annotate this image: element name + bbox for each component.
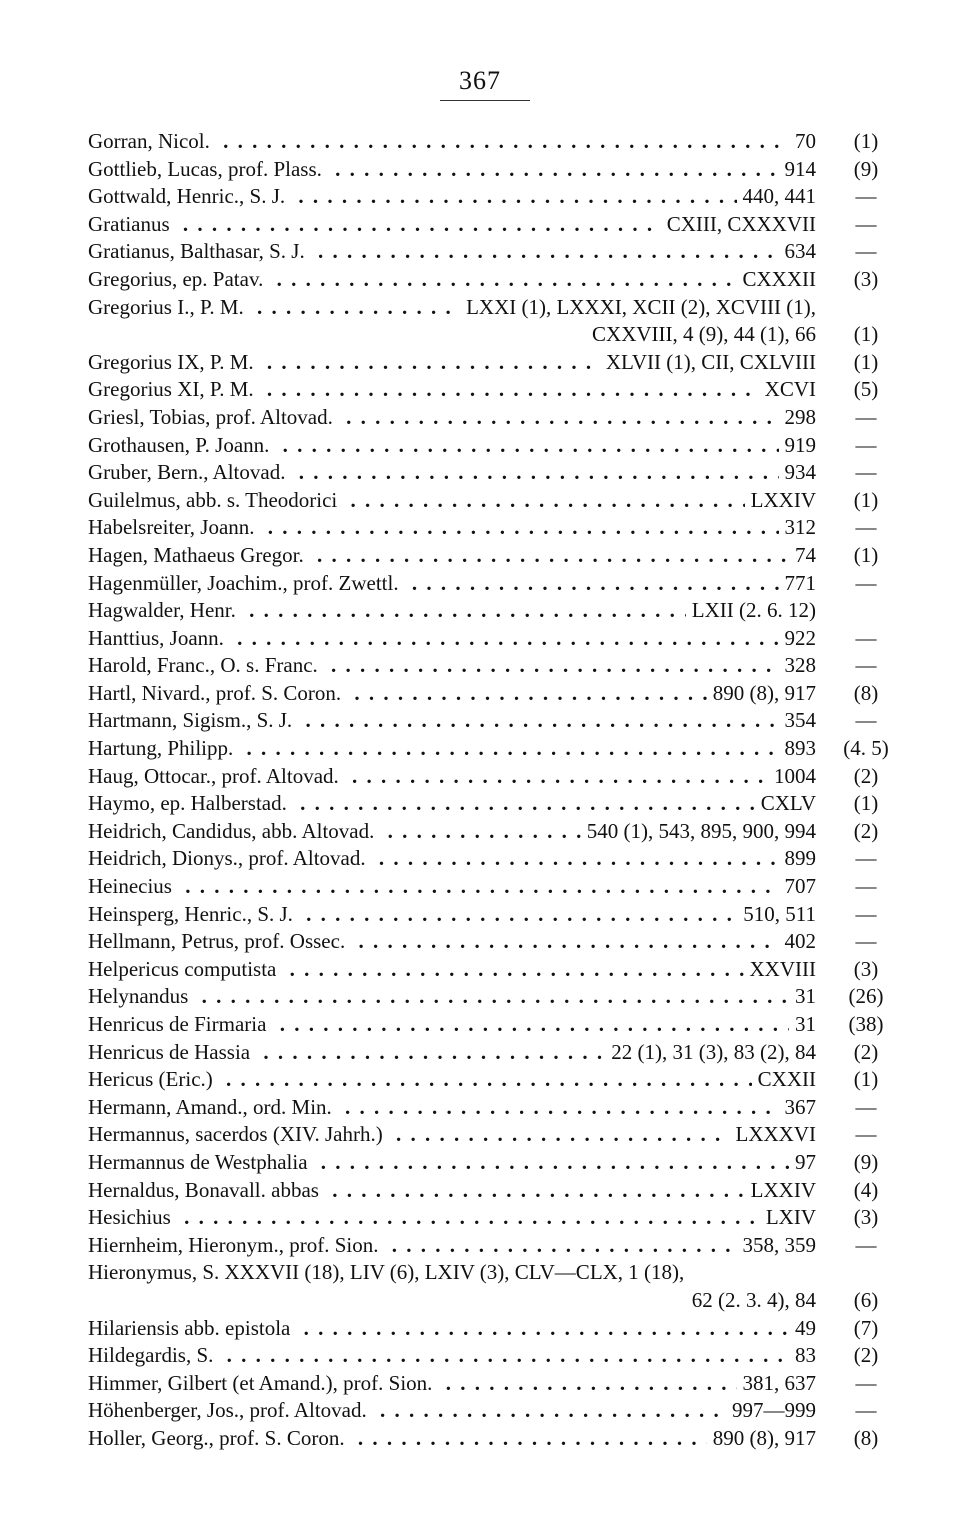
- entry-note: —: [855, 929, 877, 954]
- entry-name: Guilelmus, abb. s. Theodorici: [88, 488, 343, 512]
- entry-name: Hanttius, Joann.: [88, 626, 230, 650]
- entry-note: (2): [853, 763, 879, 788]
- entry-page-refs: CXXXII: [737, 266, 817, 294]
- entry-name-line: [88, 1397, 816, 1425]
- entry-page-refs: 70: [789, 128, 816, 156]
- entry-page-refs: 381, 637: [737, 1370, 817, 1398]
- index-entry: [0, 432, 960, 460]
- entry-page-refs: 890 (8), 917: [707, 680, 816, 708]
- entry-page-refs: 298: [779, 404, 817, 432]
- index-entry: [0, 1177, 960, 1205]
- entry-note: —: [855, 846, 877, 871]
- index-entry: [0, 570, 960, 598]
- entry-name-line: [88, 266, 816, 294]
- entry-name: Hagwalder, Henr.: [88, 598, 242, 622]
- entry-name-line: [88, 735, 816, 763]
- index-entry: [0, 266, 960, 294]
- entry-name-line: [88, 459, 816, 487]
- entry-note: (26): [848, 984, 884, 1009]
- index-entry: [0, 1232, 960, 1260]
- index-entry: [0, 1425, 960, 1453]
- entry-page-refs: 510, 511: [737, 901, 816, 929]
- entry-note: (7): [853, 1315, 879, 1340]
- entry-note: —: [855, 1122, 877, 1147]
- entry-page-refs: XLVII (1), CII, CXLVIII: [600, 349, 816, 377]
- entry-name: Gratianus: [88, 212, 176, 236]
- entry-note: —: [855, 1094, 877, 1119]
- entry-name: Hermannus, sacerdos (XIV. Jahrh.): [88, 1122, 389, 1146]
- index-entry: [0, 294, 960, 322]
- entry-name: Gottlieb, Lucas, prof. Plass.: [88, 157, 328, 181]
- entry-name: Holler, Georg., prof. S. Coron.: [88, 1426, 351, 1450]
- entry-note: (1): [853, 129, 879, 153]
- index-entry: [0, 376, 960, 404]
- entry-name: Himmer, Gilbert (et Amand.), prof. Sion.: [88, 1371, 438, 1395]
- entry-name: Gorran, Nicol.: [88, 129, 216, 153]
- index-entry: [0, 183, 960, 211]
- entry-name: Gregorius XI, P. M.: [88, 377, 260, 401]
- entry-note: (9): [853, 1149, 879, 1174]
- entry-page-refs: LXIV: [760, 1204, 816, 1232]
- entry-name-line: [88, 1204, 816, 1232]
- entry-name: Habelsreiter, Joann.: [88, 515, 261, 539]
- entry-page-refs: 62 (2. 3. 4), 84: [686, 1287, 816, 1315]
- entry-name-line: [88, 1011, 816, 1039]
- entry-note: (6): [853, 1287, 879, 1312]
- entry-name-line: [88, 128, 816, 156]
- entry-name-line: [88, 376, 816, 404]
- entry-name-line: [88, 983, 816, 1011]
- entry-name: Harold, Franc., O. s. Franc.: [88, 653, 324, 677]
- entry-page-refs: CXXII: [752, 1066, 816, 1094]
- entry-name: [88, 1288, 94, 1312]
- entry-name-line: [88, 790, 816, 818]
- entry-name-line: [88, 625, 816, 653]
- header-rule: [440, 100, 530, 101]
- entry-page-refs: 31: [789, 1011, 816, 1039]
- index-entry: [0, 514, 960, 542]
- entry-name-line: [88, 1370, 816, 1398]
- entry-note: (5): [853, 377, 879, 402]
- entry-page-refs: 934: [779, 459, 817, 487]
- entry-name: Haymo, ep. Halberstad.: [88, 791, 293, 815]
- index-entry: [0, 1039, 960, 1067]
- index-entry: [0, 211, 960, 239]
- entry-note: —: [855, 570, 877, 595]
- entry-name: Heidrich, Candidus, abb. Altovad.: [88, 819, 380, 843]
- entry-name: Hermann, Amand., ord. Min.: [88, 1095, 338, 1119]
- entry-page-refs: 49: [789, 1315, 816, 1343]
- entry-page-refs: 634: [779, 238, 817, 266]
- entry-note: —: [855, 874, 877, 899]
- entry-page-refs: 402: [779, 928, 817, 956]
- index-entry: [0, 238, 960, 266]
- entry-name: Henricus de Firmaria: [88, 1012, 272, 1036]
- entry-name: Heidrich, Dionys., prof. Altovad.: [88, 846, 372, 870]
- entry-page-refs: 540 (1), 543, 895, 900, 994: [581, 818, 816, 846]
- index-entry: [0, 404, 960, 432]
- entry-name-line: [88, 1149, 816, 1177]
- index-entry: [0, 128, 960, 156]
- entry-name: Gottwald, Henric., S. J.: [88, 184, 291, 208]
- entry-note: —: [855, 625, 877, 650]
- entry-name: Hieronymus, S. XXXVII (18), LIV (6), LXIV (3), CLV—CLX, 1 (18),: [88, 1260, 690, 1284]
- entry-note: —: [855, 1370, 877, 1395]
- entry-name: Haug, Ottocar., prof. Altovad.: [88, 764, 345, 788]
- index-entry: [0, 1066, 960, 1094]
- index-entry: [0, 597, 960, 625]
- index-entry: [0, 1315, 960, 1343]
- entry-name-line: [88, 238, 816, 266]
- entry-note: —: [855, 184, 877, 209]
- entry-note: —: [855, 901, 877, 926]
- entry-name-line: [88, 542, 816, 570]
- entry-name: Hernaldus, Bonavall. abbas: [88, 1178, 325, 1202]
- entry-name: Gregorius, ep. Patav.: [88, 267, 269, 291]
- entry-note: —: [855, 432, 877, 457]
- entry-name-line: [88, 487, 816, 515]
- page-number: 367: [459, 66, 501, 95]
- entry-note: —: [855, 1232, 877, 1257]
- entry-name: Hellmann, Petrus, prof. Ossec.: [88, 929, 351, 953]
- entry-page-refs: 312: [779, 514, 817, 542]
- entry-name-line: [88, 928, 816, 956]
- entry-name-line: [88, 1177, 816, 1205]
- index-entry: [0, 487, 960, 515]
- entry-page-refs: 914: [779, 156, 817, 184]
- entry-page-refs: LXXI (1), LXXXI, XCII (2), XCVIII (1),: [460, 294, 816, 322]
- index-entry: [0, 1094, 960, 1122]
- entry-name: Gregorius IX, P. M.: [88, 350, 260, 374]
- index-entry: [0, 1149, 960, 1177]
- entry-note: (2): [853, 818, 879, 843]
- index-entry: [0, 1121, 960, 1149]
- index-entry: [0, 321, 960, 349]
- entry-name-line: [88, 1121, 816, 1149]
- entry-page-refs: 1004: [768, 763, 816, 791]
- entry-page-refs: 919: [779, 432, 817, 460]
- entry-note: (1): [853, 542, 879, 567]
- index-entry: [0, 818, 960, 846]
- entry-name: Heinsperg, Henric., S. J.: [88, 902, 299, 926]
- index-entry: [0, 680, 960, 708]
- entry-note: (2): [853, 1343, 879, 1368]
- entry-note: (1): [853, 791, 879, 816]
- entry-page-refs: LXII (2. 6. 12): [686, 597, 816, 625]
- entry-page-refs: 358, 359: [737, 1232, 817, 1260]
- index-entry: [0, 956, 960, 984]
- entry-name: Heinecius: [88, 874, 178, 898]
- index-entry: [0, 1011, 960, 1039]
- index-entry: [0, 735, 960, 763]
- entry-note: —: [855, 1398, 877, 1423]
- entry-note: (8): [853, 680, 879, 705]
- index-entry: [0, 873, 960, 901]
- entry-name: Hiernheim, Hieronym., prof. Sion.: [88, 1233, 384, 1257]
- entry-page-refs: LXXIV: [745, 1177, 816, 1205]
- entry-name: Grothausen, P. Joann.: [88, 433, 275, 457]
- entry-name-line: [88, 432, 816, 460]
- entry-name: Hartmann, Sigism., S. J.: [88, 708, 298, 732]
- entry-page-refs: LXXIV: [745, 487, 816, 515]
- index-entry: [0, 1342, 960, 1370]
- entry-note: (3): [853, 266, 879, 291]
- index-entry: [0, 459, 960, 487]
- entry-name: Hildegardis, S.: [88, 1343, 219, 1367]
- entry-note: —: [855, 515, 877, 540]
- entry-page-refs: 367: [779, 1094, 817, 1122]
- entry-page-refs: 707: [779, 873, 817, 901]
- entry-page-refs: 440, 441: [737, 183, 817, 211]
- entry-name: Hermannus de Westphalia: [88, 1150, 314, 1174]
- entry-note: (1): [853, 1067, 879, 1092]
- entry-page-refs: 74: [789, 542, 816, 570]
- entry-name-line: [88, 570, 816, 598]
- entry-name-line: [88, 156, 816, 184]
- entry-name-line: [88, 901, 816, 929]
- entry-note: —: [855, 211, 877, 236]
- entry-name: [88, 322, 94, 346]
- entry-name: Hartl, Nivard., prof. S. Coron.: [88, 681, 347, 705]
- entry-name-line: [88, 873, 816, 901]
- entry-note: (1): [853, 349, 879, 374]
- entry-page-refs: 328: [779, 652, 817, 680]
- entry-name: Hartung, Philipp.: [88, 736, 239, 760]
- entry-note: (9): [853, 156, 879, 181]
- index-entry: [0, 652, 960, 680]
- entry-note: —: [855, 653, 877, 678]
- entry-name-line: [88, 763, 816, 791]
- entry-name-line: [88, 1232, 816, 1260]
- index-entry: [0, 1370, 960, 1398]
- index-entry: [0, 983, 960, 1011]
- index-entry: [0, 790, 960, 818]
- entry-page-refs: 22 (1), 31 (3), 83 (2), 84: [605, 1039, 816, 1067]
- entry-name-line: [88, 1066, 816, 1094]
- entry-name-line: [88, 707, 816, 735]
- index-entry: [0, 1287, 960, 1315]
- entry-note: —: [855, 708, 877, 733]
- entry-name: Helynandus: [88, 984, 194, 1008]
- entry-name-line: [88, 1315, 816, 1343]
- entry-note: —: [855, 404, 877, 429]
- entry-page-refs: 890 (8), 917: [707, 1425, 816, 1453]
- index-entry: [0, 928, 960, 956]
- index-entry: [0, 901, 960, 929]
- index-list: [0, 128, 960, 1453]
- entry-page-refs: LXXXVI: [730, 1121, 816, 1149]
- entry-name: Gregorius I., P. M.: [88, 295, 250, 319]
- entry-page-refs: 97: [789, 1149, 816, 1177]
- entry-page-refs: XCVI: [759, 376, 816, 404]
- entry-note: (4. 5): [843, 736, 889, 761]
- entry-name: Hagen, Mathaeus Gregor.: [88, 543, 310, 567]
- entry-name: Hagenmüller, Joachim., prof. Zwettl.: [88, 571, 405, 595]
- entry-name-line: [88, 652, 816, 680]
- index-entry: [0, 625, 960, 653]
- index-entry: [0, 542, 960, 570]
- entry-name: Hericus (Eric.): [88, 1067, 219, 1091]
- index-entry: [0, 349, 960, 377]
- entry-note: (1): [853, 487, 879, 512]
- entry-name-line: [88, 845, 816, 873]
- entry-page-refs: 997—999: [726, 1397, 816, 1425]
- entry-note: (8): [853, 1425, 879, 1450]
- index-entry: [0, 1204, 960, 1232]
- entry-note: —: [855, 460, 877, 485]
- entry-name: Gruber, Bern., Altovad.: [88, 460, 291, 484]
- entry-page-refs: 899: [779, 845, 817, 873]
- entry-note: (38): [848, 1012, 884, 1036]
- index-entry: [0, 1259, 960, 1287]
- entry-note: (3): [853, 956, 879, 981]
- entry-name-line: [88, 1094, 816, 1122]
- entry-page-refs: 771: [779, 570, 817, 598]
- entry-name: Helpericus computista: [88, 957, 282, 981]
- entry-page-refs: CXLV: [755, 790, 816, 818]
- entry-page-refs: 893: [779, 735, 817, 763]
- entry-name: Hesichius: [88, 1205, 177, 1229]
- entry-page-refs: CXIII, CXXXVII: [661, 211, 816, 239]
- entry-name-line: [88, 1259, 816, 1287]
- entry-name: Gratianus, Balthasar, S. J.: [88, 239, 311, 263]
- entry-note: (4): [853, 1177, 879, 1202]
- entry-page-refs: CXXVIII, 4 (9), 44 (1), 66: [586, 321, 816, 349]
- index-entry: [0, 1397, 960, 1425]
- entry-note: —: [855, 239, 877, 264]
- entry-page-refs: 31: [789, 983, 816, 1011]
- entry-name-line: [88, 404, 816, 432]
- entry-name-line: [88, 956, 816, 984]
- entry-page-refs: 354: [779, 707, 817, 735]
- entry-note: (1): [853, 322, 879, 347]
- entry-page-refs: 83: [789, 1342, 816, 1370]
- entry-page-refs: 922: [779, 625, 817, 653]
- entry-name-line: [88, 514, 816, 542]
- entry-name: Höhenberger, Jos., prof. Altovad.: [88, 1398, 373, 1422]
- entry-note: (2): [853, 1039, 879, 1064]
- entry-note: (3): [853, 1205, 879, 1230]
- index-entry: [0, 845, 960, 873]
- entry-name: Hilariensis abb. epistola: [88, 1316, 296, 1340]
- entry-name: Henricus de Hassia: [88, 1040, 256, 1064]
- entry-name-line: [88, 1342, 816, 1370]
- index-entry: [0, 763, 960, 791]
- entry-page-refs: XXVIII: [744, 956, 816, 984]
- index-entry: [0, 707, 960, 735]
- entry-name: Griesl, Tobias, prof. Altovad.: [88, 405, 339, 429]
- index-entry: [0, 156, 960, 184]
- entry-name-line: [88, 183, 816, 211]
